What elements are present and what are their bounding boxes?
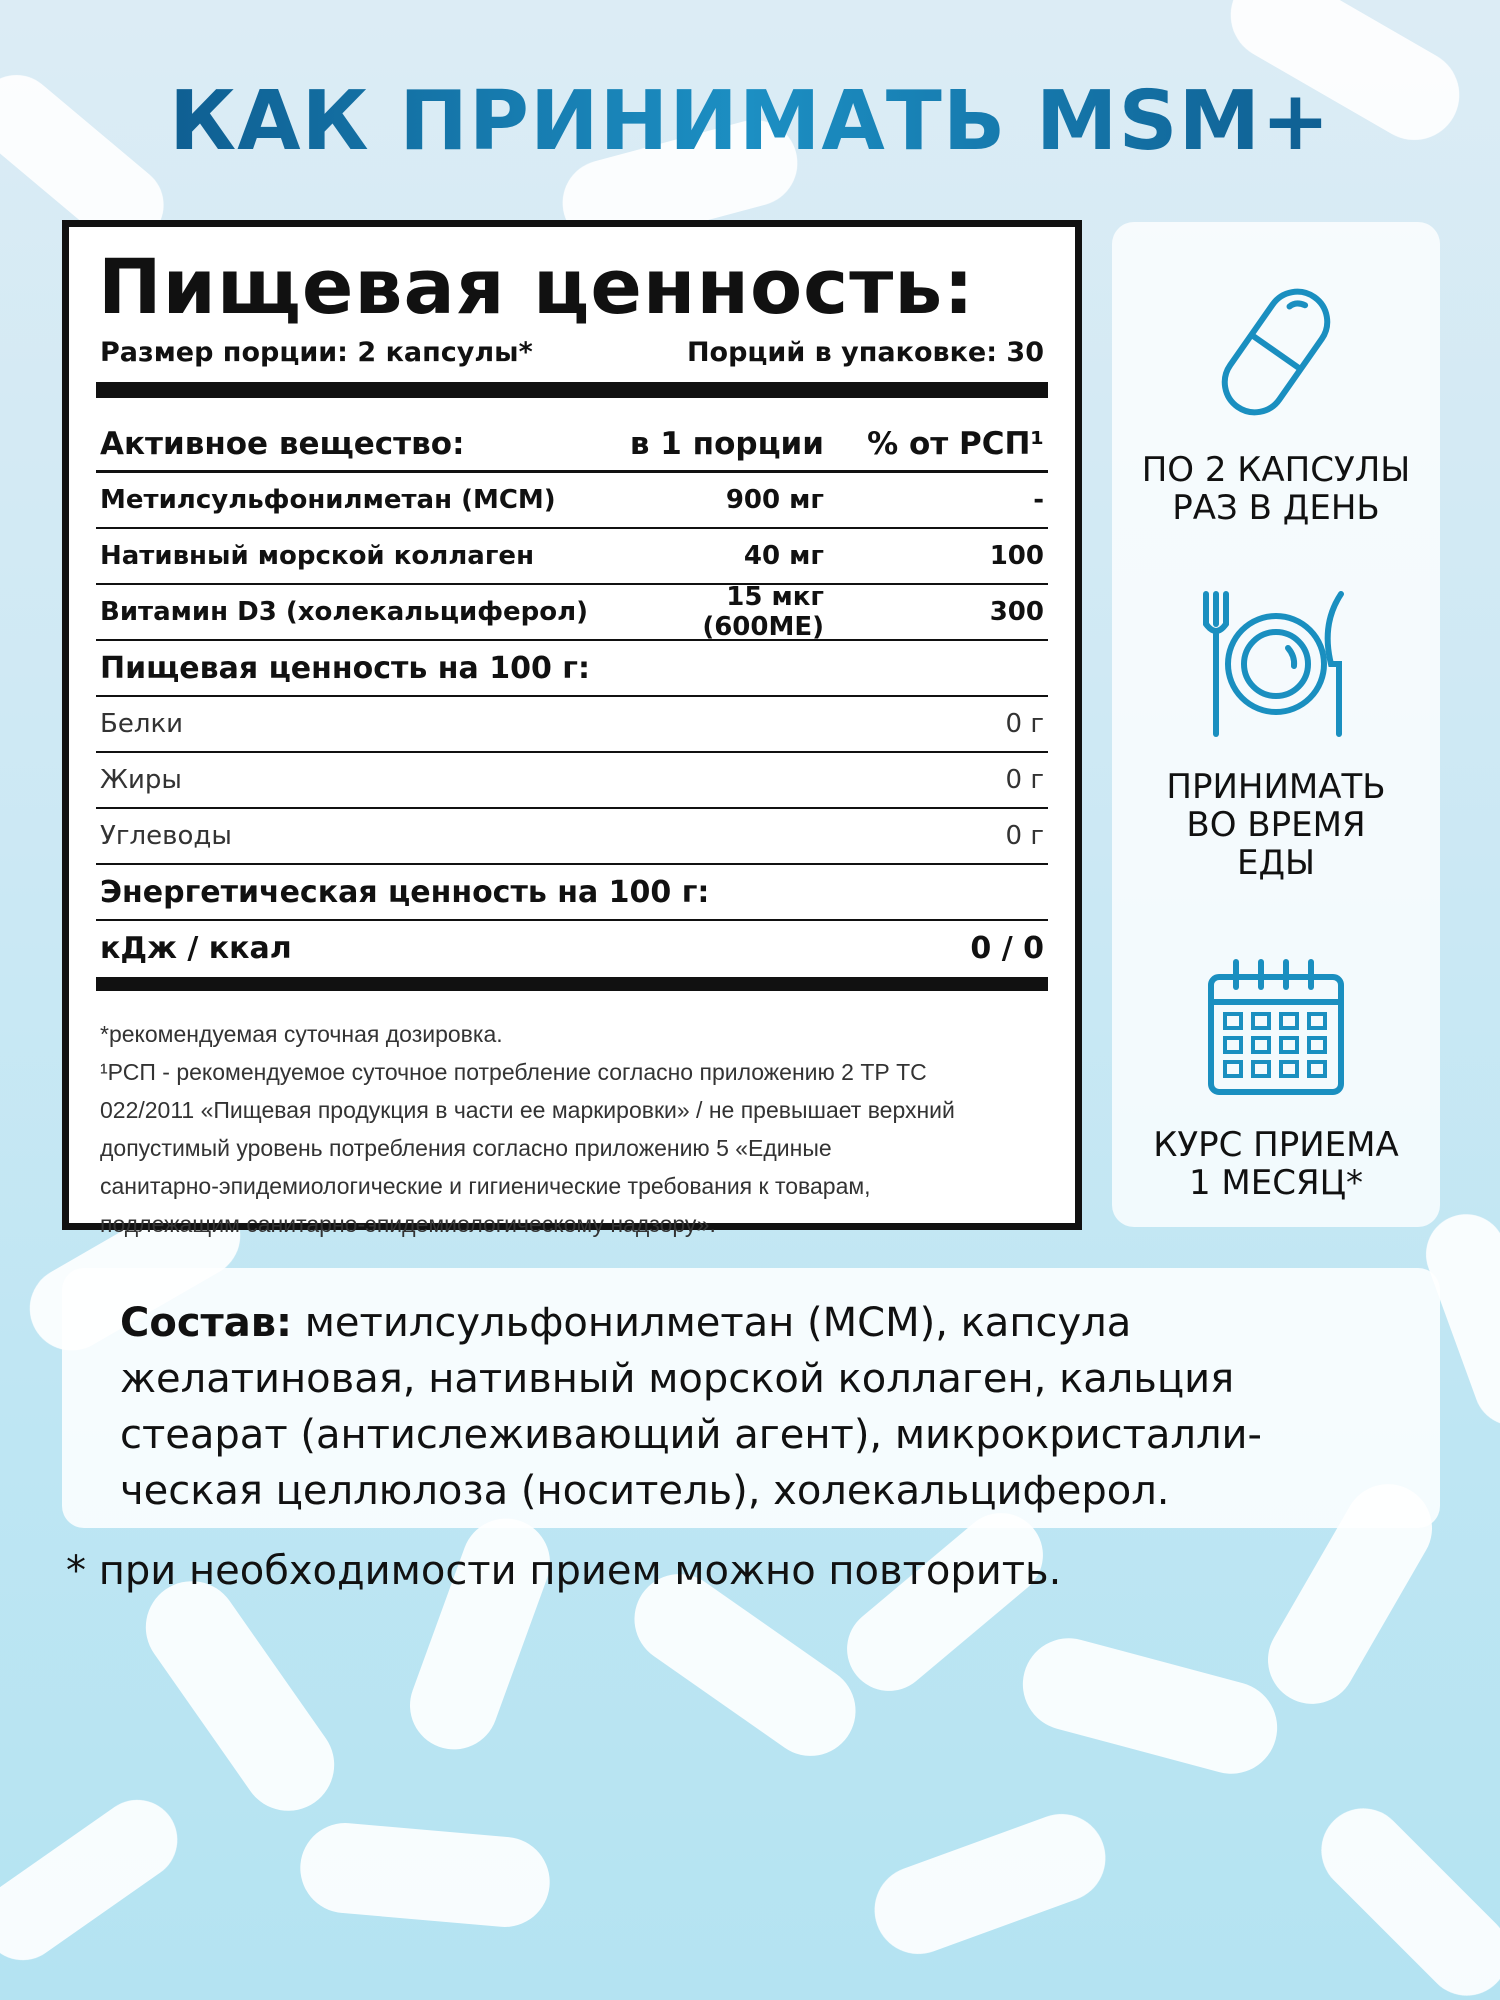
row-value: 0 г: [1005, 765, 1044, 795]
footnote-line: допустимый уровень потребления согласно приложению 5 «Единые: [100, 1135, 832, 1161]
row-amount: 900 мг: [725, 485, 824, 515]
footnote-line: ¹РСП - рекомендуемое суточное потребление согласно приложению 2 ТР ТС: [100, 1059, 927, 1085]
composition-text: метилсульфонилметан (МСМ), капсула желатиновая, нативный морской коллаген, кальция стеарат (антислеживающий агент), микрокристалли-ческая целлюлоза (носитель), холекальциферол.: [120, 1300, 1262, 1514]
dosage-card: [1112, 222, 1440, 1227]
col-per-serving: в 1 порции: [629, 426, 824, 462]
row-rsp: 100: [989, 541, 1044, 571]
row-rsp: -: [1033, 485, 1044, 515]
row-name: кДж / ккал: [100, 930, 292, 966]
row-rsp: 300: [989, 597, 1044, 627]
energy-heading: Энергетическая ценность на 100 г:: [100, 874, 710, 910]
row-value: 0 г: [1005, 821, 1044, 851]
label-line: ЕДЫ: [1236, 843, 1316, 883]
energy-row: [96, 921, 1048, 975]
col-substance: Активное вещество:: [100, 426, 465, 462]
calendar-icon: [1201, 952, 1351, 1102]
footnote-line: 022/2011 «Пищевая продукция в части ее маркировки» / не превышает верхний: [100, 1097, 955, 1123]
page-title: КАК ПРИНИМАТЬ MSM+: [169, 74, 1331, 169]
label-line: 1 МЕСЯЦ*: [1188, 1163, 1364, 1203]
dosage-item: [1112, 277, 1440, 527]
serving-info: [96, 337, 1048, 368]
divider-thick-bottom: [96, 977, 1048, 991]
row-value: 0 г: [1005, 709, 1044, 739]
meal-item: [1112, 584, 1440, 882]
row-name: Нативный морской коллаген: [100, 541, 535, 571]
footnote-line: санитарно-эпидемиологические и гигиенические требования к товарам,: [100, 1173, 871, 1199]
footnotes: [96, 1015, 1048, 1243]
label-line: КУРС ПРИЕМА: [1153, 1125, 1399, 1165]
col-rsp: % от РСП¹: [867, 426, 1044, 462]
divider-thick: [96, 382, 1048, 398]
table-row: [96, 809, 1048, 865]
label-line: РАЗ В ДЕНЬ: [1172, 488, 1380, 528]
table-row: [96, 473, 1048, 529]
table-header: [96, 418, 1048, 473]
row-value: 0 / 0: [970, 930, 1044, 966]
nutrition-heading: Пищевая ценность:: [98, 242, 975, 331]
footnote-line: подлежащим санитарно-эпидемиологическому надзору».: [100, 1211, 716, 1237]
table-row: [96, 582, 1048, 642]
row-name: Метилсульфонилметан (МСМ): [100, 485, 556, 515]
row-name: Витамин D3 (холекальциферол): [100, 597, 589, 627]
row-amount: 40 мг: [743, 541, 824, 571]
nutrition-facts-panel: [62, 220, 1082, 1237]
table-row: [96, 697, 1048, 753]
row-amount: 15 мкг (600МЕ): [702, 582, 824, 642]
composition-label: Состав:: [120, 1300, 293, 1346]
plate-cutlery-icon: [1191, 584, 1361, 744]
row-name: Белки: [100, 709, 184, 739]
label-line: ВО ВРЕМЯ: [1186, 805, 1366, 845]
table-row: [96, 753, 1048, 809]
repeat-note: * при необходимости прием можно повторить.: [66, 1548, 1062, 1594]
composition-box: [62, 1268, 1440, 1528]
footnote-line: *рекомендуемая суточная дозировка.: [100, 1021, 503, 1047]
per100-heading: Пищевая ценность на 100 г:: [100, 650, 590, 686]
label-line: ПРИНИМАТЬ: [1166, 767, 1386, 807]
label-line: ПО 2 КАПСУЛЫ: [1141, 450, 1411, 490]
serving-size: Размер порции: 2 капсулы*: [100, 337, 533, 368]
servings-per-pack: Порций в упаковке: 30: [686, 337, 1044, 368]
capsule-icon: [1201, 277, 1351, 427]
course-label: [1112, 1126, 1440, 1202]
per100-heading-row: [96, 641, 1048, 697]
meal-label: [1112, 768, 1440, 882]
table-row: [96, 529, 1048, 585]
course-item: [1112, 952, 1440, 1202]
row-name: Жиры: [100, 765, 182, 795]
row-name: Углеводы: [100, 821, 232, 851]
energy-heading-row: [96, 865, 1048, 921]
dosage-label: [1112, 451, 1440, 527]
